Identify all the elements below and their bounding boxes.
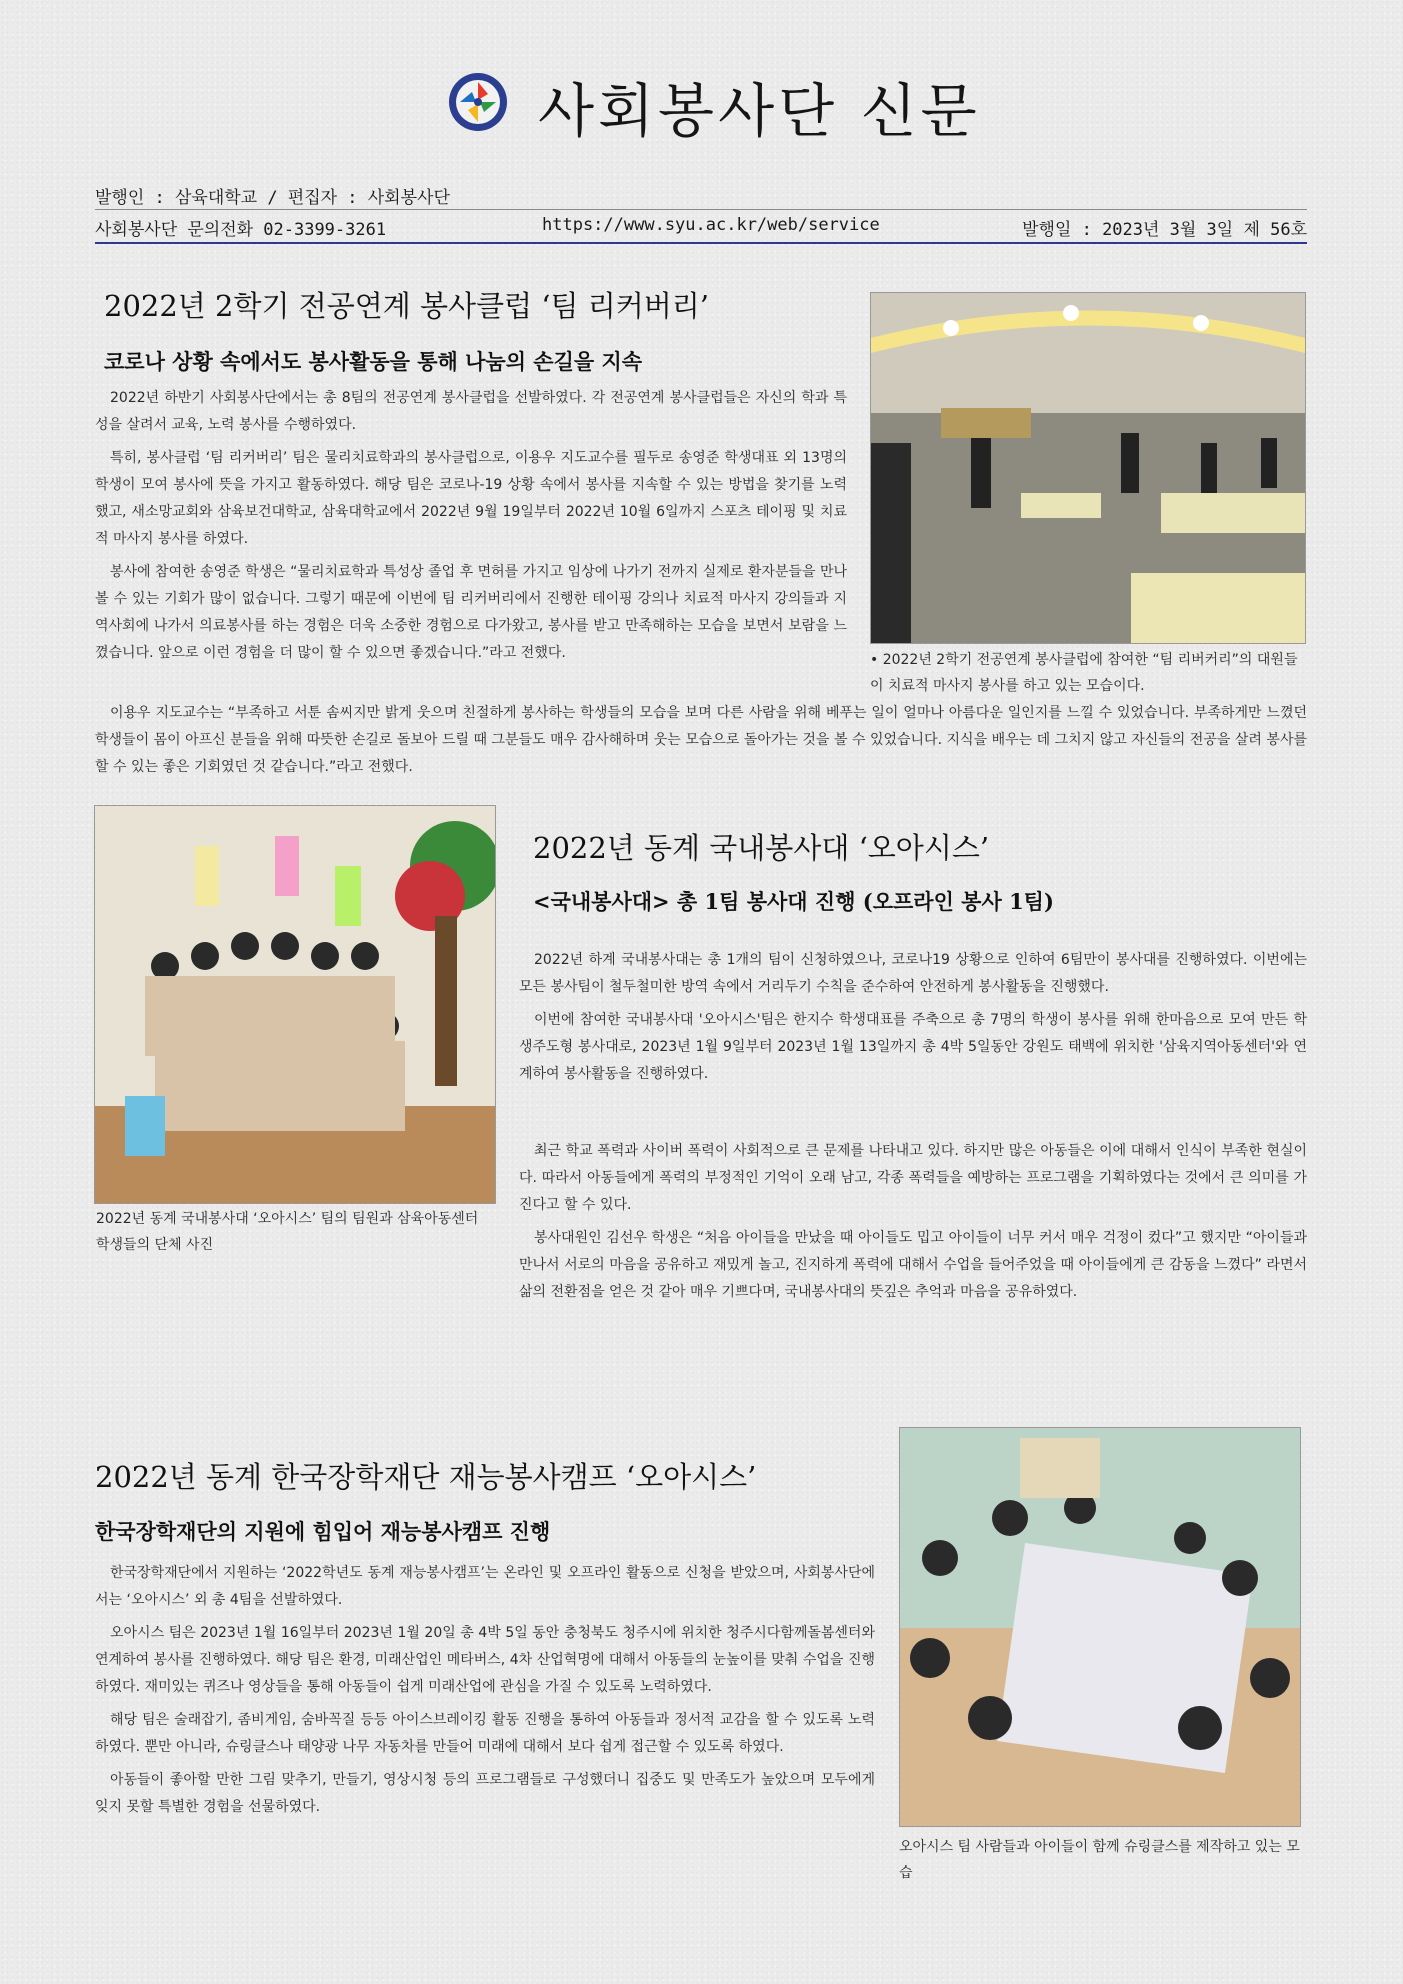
- article2-subtitle: <국내봉사대> 총 1팀 봉사대 진행 (오프라인 봉사 1팀): [533, 889, 1054, 914]
- article1-photo: [870, 292, 1306, 644]
- article1-paragraph: 봉사에 참여한 송영준 학생은 “물리치료학과 특성상 졸업 후 면허를 가지고 임상에 나가기 전까지 실제로 환자분들을 만나 볼 수 있는 기회가 많이 없습니다. 그렇기 때문에 이번에 팀 리커버리에서 진행한 테이핑 강의나 치료적 마사지 강의들과 지역사회에 나가서 의료봉사를 하는 경험은 더욱 소중한 경험으로 다가왔고, 봉사를 받고 만족해하는 모습을 보면서 보람을 느꼈습니다. 앞으로 이런 경험을 더 많이 할 수 있으면 좋겠습니다.”라고 전했다.: [95, 564, 847, 661]
- issue-date: 발행일 : 2023년 3월 3일 제 56호: [1022, 220, 1307, 240]
- article3-photo-caption: 오아시스 팀 사람들과 아이들이 함께 슈링클스를 제작하고 있는 모습: [899, 1839, 1300, 1881]
- article2-photo-caption: 2022년 동계 국내봉사대 ‘오아시스’ 팀의 팀원과 삼육아동센터 학생들의 단체 사진: [96, 1211, 479, 1253]
- article3-paragraph: 한국장학재단에서 지원하는 ‘2022학년도 동계 재능봉사캠프’는 온라인 및 오프라인 활동으로 신청을 받았으며, 사회봉사단에서는 ‘오아시스’ 외 총 4팀을 선발하였다.: [95, 1565, 875, 1608]
- article2-photo: [94, 805, 496, 1204]
- header-divider: [95, 209, 1307, 210]
- article2-paragraph: 이번에 참여한 국내봉사대 '오아시스'팀은 한지수 학생대표를 주축으로 총 7명의 학생이 봉사를 위해 한마음으로 모여 만든 학생주도형 봉사대로, 2023년 1월 9일부터 2023년 1월 13일까지 총 4박 5일동안 강원도 태백에 위치한 '삼육지역아동센터'와 연계하여 봉사활동을 진행하였다.: [519, 1012, 1307, 1082]
- article1-closing: [95, 700, 1307, 787]
- article3-paragraph: 아동들이 좋아할 만한 그림 맞추기, 만들기, 영상시청 등의 프로그램들로 구성했더니 집중도 및 만족도가 높았으며 모두에게 잊지 못할 특별한 경험을 선물하였다.: [95, 1772, 875, 1815]
- header-rule: [95, 242, 1307, 244]
- article2-paragraph: 봉사대원인 김선우 학생은 “처음 아이들을 만났을 때 아이들도 밉고 아이들이 너무 커서 매우 걱정이 컸다”고 했지만 “아이들과 만나서 서로의 마음을 공유하고 재밌게 놀고, 진지하게 폭력에 대해서 수업을 들어주었을 때 아이들에게 큰 감동을 느꼈다” 라면서 삶의 전환점을 얻은 것 같아 매우 기쁘다며, 국내봉사대의 뜻깊은 추억과 마음을 공유하였다.: [519, 1230, 1307, 1300]
- article1-photo-caption: • 2022년 2학기 전공연계 봉사클럽에 참여한 “팀 리버커리”의 대원들이 치료적 마사지 봉사를 하고 있는 모습이다.: [870, 652, 1298, 694]
- article1-closing-paragraph: 이용우 지도교수는 “부족하고 서툰 솜씨지만 밝게 웃으며 친절하게 봉사하는 학생들의 모습을 보며 다른 사람을 위해 베푸는 일이 얼마나 아름다운 일인지를 느낄 수 있었습니다. 부족하게만 느꼈던 학생들이 몸이 아프신 분들을 위해 따뜻한 손길로 돌보아 드릴 때 그분들도 매우 감사해하며 웃는 모습으로 돌아가는 것을 볼 수 있었습니다. 지식을 배우는 데 그치지 않고 자신들의 전공을 살려 봉사를 할 수 있는 좋은 기회였던 것 같습니다.”라고 전했다.: [95, 705, 1307, 775]
- publisher-line: 발행인 : 삼육대학교 / 편집자 : 사회봉사단: [95, 188, 450, 208]
- article3-title: 2022년 동계 한국장학재단 재능봉사캠프 ‘오아시스’: [95, 1460, 757, 1494]
- university-emblem-icon: [448, 72, 508, 132]
- contact-phone: 사회봉사단 문의전화 02-3399-3261: [95, 220, 387, 240]
- article3-body: [95, 1560, 875, 1827]
- article1-paragraph: 특히, 봉사클럽 ‘팀 리커버리’ 팀은 물리치료학과의 봉사클럽으로, 이용우 지도교수를 필두로 송영준 학생대표 외 13명의 학생이 모여 봉사에 뜻을 가지고 활동하였다. 해당 팀은 코로나-19 상황 속에서 봉사를 지속할 수 있는 방법을 찾기를 노력했고, 새소망교회와 삼육보건대학교, 삼육대학교에서 2022년 9월 19일부터 2022년 10월 6일까지 스포츠 테이핑 및 치료적 마사지 봉사를 하였다.: [95, 450, 847, 547]
- article1-paragraph: 2022년 하반기 사회봉사단에서는 총 8팀의 전공연계 봉사클럽을 선발하였다. 각 전공연계 봉사클럽들은 자신의 학과 특성을 살려서 교육, 노력 봉사를 수행하였다.: [95, 390, 847, 433]
- article2-paragraph: 2022년 하계 국내봉사대는 총 1개의 팀이 신청하였으나, 코로나19 상황으로 인하여 6팀만이 봉사대를 진행하였다. 이번에는 모든 봉사팀이 철두철미한 방역 속에서 거리두기 수칙을 준수하여 안전하게 봉사활동을 진행했다.: [519, 952, 1307, 995]
- article3-paragraph: 오아시스 팀은 2023년 1월 16일부터 2023년 1월 20일 총 4박 5일 동안 충청북도 청주시에 위치한 청주시다함께돌봄센터와 연계하여 봉사를 진행하였다. 해당 팀은 환경, 미래산업인 메타버스, 4차 산업혁명에 대해서 아동들의 눈높이를 맞춰 수업을 진행하였다. 재미있는 퀴즈나 영상들을 통해 아동들이 쉽게 미래산업에 관심을 가질 수 있도록 노력하였다.: [95, 1625, 875, 1695]
- article2-title: 2022년 동계 국내봉사대 ‘오아시스’: [533, 831, 990, 865]
- website-link[interactable]: https://www.syu.ac.kr/web/service: [542, 215, 880, 235]
- article1-subtitle: 코로나 상황 속에서도 봉사활동을 통해 나눔의 손길을 지속: [104, 349, 643, 374]
- article3-paragraph: 해당 팀은 술래잡기, 좀비게임, 숨바꼭질 등등 아이스브레이킹 활동 진행을 통하여 아동들과 정서적 교감을 할 수 있도록 노력하였다. 뿐만 아니라, 슈링클스나 태양광 나무 자동차를 만들어 미래에 대해서 보다 쉽게 접근할 수 있도록 하였다.: [95, 1712, 875, 1755]
- article1-title: 2022년 2학기 전공연계 봉사클럽 ‘팀 리커버리’: [104, 289, 710, 323]
- article2-body-bottom: [519, 1138, 1307, 1312]
- article1-body: [95, 385, 847, 673]
- article2-paragraph: 최근 학교 폭력과 사이버 폭력이 사회적으로 큰 문제를 나타내고 있다. 하지만 많은 아동들은 이에 대해서 인식이 부족한 현실이다. 따라서 아동들에게 폭력의 부정적인 기억이 오래 남고, 각종 폭력들을 예방하는 프로그램을 기획하였다는 것에서 큰 의미를 가진다고 할 수 있다.: [519, 1143, 1307, 1213]
- newspaper-title: 사회봉사단 신문: [538, 77, 981, 145]
- article3-subtitle: 한국장학재단의 지원에 힘입어 재능봉사캠프 진행: [95, 1519, 551, 1544]
- article2-body-top: [519, 947, 1307, 1094]
- article3-photo: [899, 1427, 1301, 1827]
